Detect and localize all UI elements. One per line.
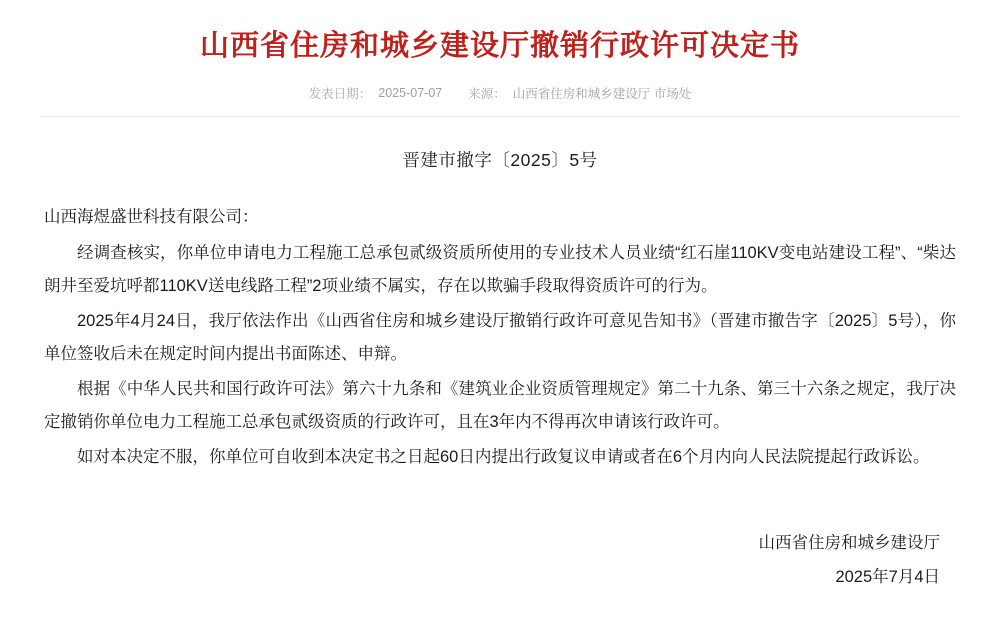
signature-block (759, 527, 941, 595)
source-value: 山西省住房和城乡建设厅 市场处 (512, 86, 692, 101)
publish-date-value: 2025-07-07 (378, 85, 443, 100)
paragraph-2: 2025年4月24日，我厅依法作出《山西省住房和城乡建设厅撤销行政许可意见告知书》（晋建市撤告字〔2025〕5号），你单位签收后未在规定时间内提出书面陈述、申辩。 (44, 312, 956, 364)
publish-date (309, 84, 442, 102)
document-meta (40, 84, 960, 102)
paragraph-3: 根据《中华人民共和国行政许可法》第六十九条和《建筑业企业资质管理规定》第二十九条、第三十六条之规定，我厅决定撤销你单位电力工程施工总承包贰级资质的行政许可，且在3年内不得再次申请该行政许可。 (44, 380, 956, 432)
source-label: 来源： (468, 86, 506, 101)
addressee: 山西海煜盛世科技有限公司： (44, 207, 259, 226)
paragraph-4: 如对本决定不服，你单位可自收到本决定书之日起60日内提出行政复议申请或者在6个月内向人民法院提起行政诉讼。 (77, 448, 930, 467)
document-body (40, 202, 960, 474)
signature-date: 2025年7月4日 (835, 568, 940, 587)
paragraph-1: 经调查核实，你单位申请电力工程施工总承包贰级资质所使用的专业技术人员业绩“红石崖110KV变电站建设工程”、“柴达朗井至爱坑呼都110KV送电线路工程”2项业绩不属实，存在以欺骗手段取得资质许可的行为。 (44, 244, 956, 296)
page-title: 山西省住房和城乡建设厅撤销行政许可决定书 (199, 30, 800, 62)
signature-issuer: 山西省住房和城乡建设厅 (758, 534, 940, 553)
source (468, 84, 691, 102)
publish-date-label: 发表日期： (308, 86, 372, 101)
document-number: 晋建市撤字〔2025〕5号 (402, 149, 598, 170)
header-divider (40, 116, 960, 117)
